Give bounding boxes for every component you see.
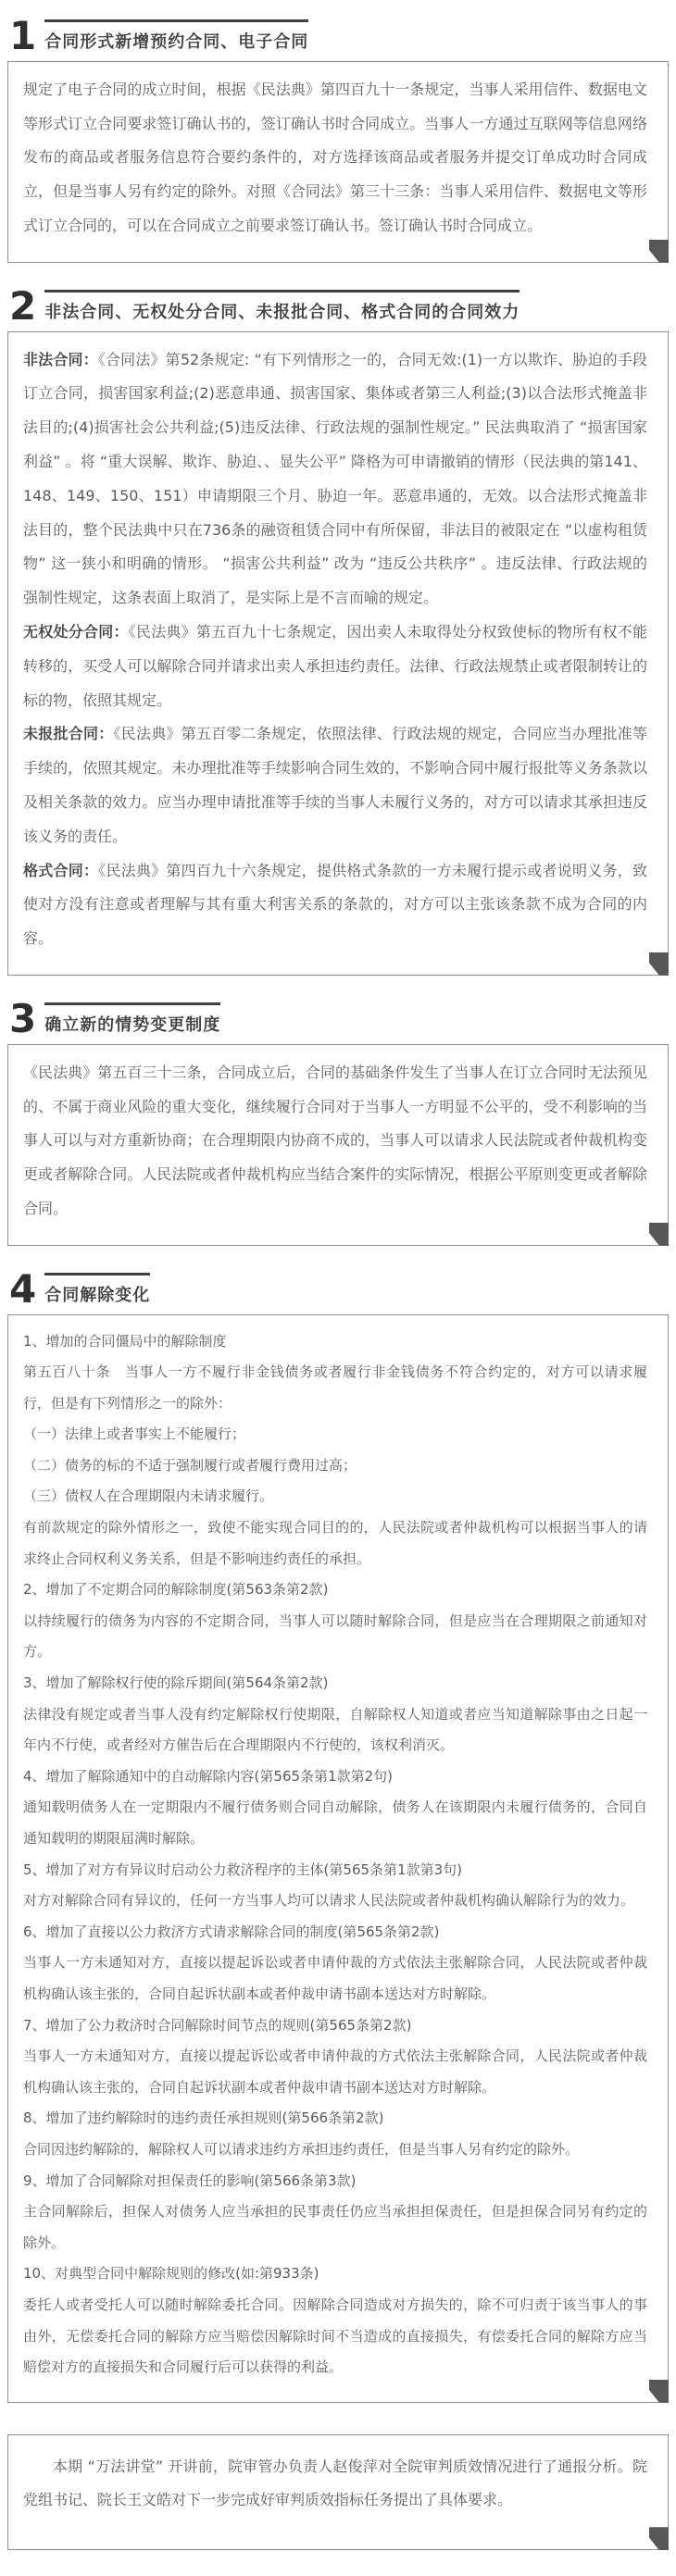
paragraph xyxy=(23,1761,647,1793)
section-title: 非法合同、无权处分合同、未报批合同、格式合同的合同效力 xyxy=(44,290,520,323)
paragraph xyxy=(23,343,647,616)
paragraph xyxy=(23,1699,647,1761)
paragraph-text: 9、增加了合同解除对担保责任的影响(第566条第3款) xyxy=(23,2172,357,2189)
section-2 xyxy=(0,282,676,976)
section-title: 合同形式新增预约合同、电子合同 xyxy=(44,19,308,53)
paragraph xyxy=(23,1792,647,1854)
paragraph-lead: 未报批合同： xyxy=(23,725,114,743)
paragraph xyxy=(23,2134,647,2166)
paragraph xyxy=(23,1056,647,1226)
section-3 xyxy=(0,995,676,1246)
section-body-box xyxy=(7,331,669,976)
paragraph xyxy=(23,1606,647,1668)
section-number: 1 xyxy=(9,13,36,58)
paragraph-text: 《民法典》第五百九十七条规定，因出卖人未取得处分权致使标的物所有权不能转移的，买受人可以解除合同并请求出卖人承担违约责任。法律、行政法规禁止或者限制转让的标的物，依照其规定。 xyxy=(23,622,647,709)
section-header xyxy=(9,1265,667,1312)
corner-fold xyxy=(649,2380,669,2403)
paragraph xyxy=(23,2041,647,2103)
paragraph xyxy=(23,73,647,243)
paragraph xyxy=(23,2103,647,2134)
paragraph xyxy=(23,1948,647,2010)
paragraph xyxy=(23,1512,647,1574)
paragraph xyxy=(23,1855,647,1886)
section-1 xyxy=(0,13,676,263)
paragraph xyxy=(23,616,647,717)
paragraph xyxy=(23,1357,647,1419)
section-header xyxy=(9,995,667,1041)
paragraph-text: （一）法律上或者事实上不能履行； xyxy=(23,1425,246,1443)
paragraph-text: 7、增加了公力救济时合同解除时间节点的规则(第565条第2款) xyxy=(23,2016,412,2034)
paragraph-text: 《合同法》第52条规定: “有下列情形之一的，合同无效:(1)一方以欺诈、胁迫的手段订立合同，损害国家利益;(2)恶意串通、损害国家、集体或者第三人利益;(3)以合法形式掩盖非法目的;(4)损害社会公共利益;(5)违反法律、行政法规的强制性规定。” 民法典取消了 “损害国家利益” 。将 “重大误解、欺诈、胁迫、、显失公平” 降格为可申请撤销的情形（民法典的第141、148、149、150、151）申请期限三个月、胁迫一年。恶意串通的，无效。以合法形式掩盖非法目的，整个民法典中只在736条的融资租赁合同中有所保留，非法目的被限定在 “以虚构租赁物” 这一狭小和明确的情形。 “损害公共利益” 改为 “违反公共秩序” 。违反法律、行政法规的强制性规定，这条表面上取消了，是实际上是不言而喻的规定。 xyxy=(23,350,647,607)
footer-text: 本期 “万法讲堂” 开讲前，院审管办负责人赵俊萍对全院审判质效情况进行了通报分析。院党组书记、院长王文皓对下一步完成好审判质效指标任务提出了具体要求。 xyxy=(23,2457,647,2509)
paragraph xyxy=(23,1574,647,1606)
section-title: 合同解除变化 xyxy=(44,1273,150,1306)
paragraph xyxy=(23,1668,647,1699)
paragraph xyxy=(23,1917,647,1948)
paragraph xyxy=(23,854,647,956)
paragraph-text: 《民法典》第四百九十六条规定，提供格式条款的一方未履行提示或者说明义务，致使对方没有注意或者理解与其有重大利害关系的条款的，对方可以主张该条款不成为合同的内容。 xyxy=(23,861,647,948)
paragraph-text: 2、增加了不定期合同的解除制度(第563条第2款) xyxy=(23,1581,329,1599)
paragraph-text: 对方对解除合同有异议的，任何一方当事人均可以请求人民法院或者仲裁机构确认解除行为的效力。 xyxy=(23,1892,635,1910)
paragraph-text: 合同因违约解除的，解除权人可以请求违约方承担违约责任，但是当事人另有约定的除外。 xyxy=(23,2140,580,2158)
paragraph-text: 10、对典型合同中解除规则的修改(如:第933条) xyxy=(23,2265,319,2283)
paragraph xyxy=(23,1481,647,1512)
paragraph-text: 主合同解除后，担保人对债务人应当承担的民事责任仍应当承担担保责任，但是担保合同另有约定的除外。 xyxy=(23,2203,647,2251)
section-number: 2 xyxy=(9,282,36,329)
paragraph xyxy=(23,717,647,853)
paragraph-text: 4、增加了解除通知中的自动解除内容(第565条第1款第2句) xyxy=(23,1767,393,1785)
corner-fold xyxy=(649,2527,669,2550)
paragraph xyxy=(23,1419,647,1450)
corner-fold xyxy=(649,1223,669,1246)
paragraph-lead: 格式合同： xyxy=(23,861,99,879)
section-number: 3 xyxy=(9,995,36,1041)
paragraph xyxy=(23,1450,647,1482)
section-header xyxy=(9,282,667,329)
paragraph-text: 规定了电子合同的成立时间，根据《民法典》第四百九十一条规定，当事人采用信件、数据电文等形式订立合同要求签订确认书的，签订确认书时合同成立。当事人一方通过互联网等信息网络发布的商品或者服务信息符合要约条件的，对方选择该商品或者服务并提交订单成功时合同成立，但是当事人另有约定的除外。对照《合同法》第三十三条：当事人采用信件、数据电文等形式订立合同的，可以在合同成立之前要求签订确认书。签订确认书时合同成立。 xyxy=(23,80,647,234)
paragraph xyxy=(23,1326,647,1358)
paragraph-text: 当事人一方未通知对方，直接以提起诉讼或者申请仲裁的方式依法主张解除合同，人民法院或者仲裁机构确认该主张的，合同自起诉状副本或者仲裁申请书副本送达对方时解除。 xyxy=(23,1954,647,2002)
paragraph-text: 以持续履行的债务为内容的不定期合同，当事人可以随时解除合同，但是应当在合理期限之前通知对方。 xyxy=(23,1612,647,1661)
section-header xyxy=(9,13,667,58)
paragraph-text: 5、增加了对方有异议时启动公力救济程序的主体(第565条第1款第3句) xyxy=(23,1860,462,1878)
paragraph-text: 委托人或者受托人可以随时解除委托合同。因解除合同造成对方损失的，除不可归责于该当事人的事由外，无偿委托合同的解除方应当赔偿因解除时间不当造成的直接损失，有偿委托合同的解除方应当赔偿对方的直接损失和合同履行后可以获得的利益。 xyxy=(23,2296,647,2376)
paragraph-lead: 无权处分合同： xyxy=(23,622,129,641)
section-4 xyxy=(0,1265,676,2403)
paragraph xyxy=(23,2196,647,2259)
paragraph-text: 6、增加了直接以公力救济方式请求解除合同的制度(第565条第2款) xyxy=(23,1923,440,1940)
paragraph xyxy=(23,1885,647,1917)
paragraph xyxy=(23,2259,647,2290)
paragraph-text: （三）债权人在合理期限内未请求履行。 xyxy=(23,1487,274,1505)
corner-fold xyxy=(649,240,669,263)
paragraph-text: 8、增加了违约解除时的违约责任承担规则(第566条第2款) xyxy=(23,2109,384,2127)
section-body-box xyxy=(7,1044,669,1246)
paragraph xyxy=(23,2010,647,2042)
paragraph-text: 法律没有规定或者当事人没有约定解除权行使期限，自解除权人知道或者应当知道解除事由之日起一年内不行使，或者经对方催告后在合理期限内不行使的，该权利消灭。 xyxy=(23,1705,647,1754)
paragraph xyxy=(23,2166,647,2197)
paragraph-text: 《民法典》第五百三十三条，合同成立后，合同的基础条件发生了当事人在订立合同时无法预见的、不属于商业风险的重大变化，继续履行合同对于当事人一方明显不公平的，受不利影响的当事人可以与对方重新协商；在合理期限内协商不成的，当事人可以请求人民法院或者仲裁机构变更或者解除合同。人民法院或者仲裁机构应当结合案件的实际情况，根据公平原则变更或者解除合同。 xyxy=(23,1063,647,1217)
section-body-box xyxy=(7,1314,669,2403)
footer-note-box xyxy=(7,2434,669,2551)
paragraph-text: 1、增加的合同僵局中的解除制度 xyxy=(23,1332,227,1350)
paragraph-text: 3、增加了解除权行使的除斥期间(第564条第2款) xyxy=(23,1674,329,1692)
paragraph-lead: 非法合同： xyxy=(23,350,98,368)
paragraph-text: 当事人一方未通知对方，直接以提起诉讼或者申请仲裁的方式依法主张解除合同，人民法院或者仲裁机构确认该主张的，合同自起诉状副本或者仲裁申请书副本送达对方时解除。 xyxy=(23,2047,647,2096)
section-title: 确立新的情势变更制度 xyxy=(44,1002,220,1036)
paragraph-text: 《民法典》第五百零二条规定，依照法律、行政法规的规定，合同应当办理批准等手续的，依照其规定。未办理批准等手续影响合同生效的，不影响合同中履行报批等义务条款以及相关条款的效力。应当办理申请批准等手续的当事人未履行义务的，对方可以请求其承担违反该义务的责任。 xyxy=(23,725,647,845)
paragraph-text: 第五百八十条 当事人一方不履行非金钱债务或者履行非金钱债务不符合约定的，对方可以请求履行，但是有下列情形之一的除外： xyxy=(23,1363,647,1412)
paragraph-text: 通知载明债务人在一定期限内不履行债务则合同自动解除，债务人在该期限内未履行债务的，合同自通知载明的期限届满时解除。 xyxy=(23,1798,647,1847)
paragraph-text: 有前款规定的除外情形之一，致使不能实现合同目的的，人民法院或者仲裁机构可以根据当事人的请求终止合同权利义务关系，但是不影响违约责任的承担。 xyxy=(23,1519,647,1567)
paragraph-text: （二）债务的标的不适于强制履行或者履行费用过高； xyxy=(23,1456,357,1474)
section-number: 4 xyxy=(9,1265,36,1312)
paragraph xyxy=(23,2290,647,2383)
section-body-box xyxy=(7,61,669,263)
corner-fold xyxy=(649,952,669,976)
